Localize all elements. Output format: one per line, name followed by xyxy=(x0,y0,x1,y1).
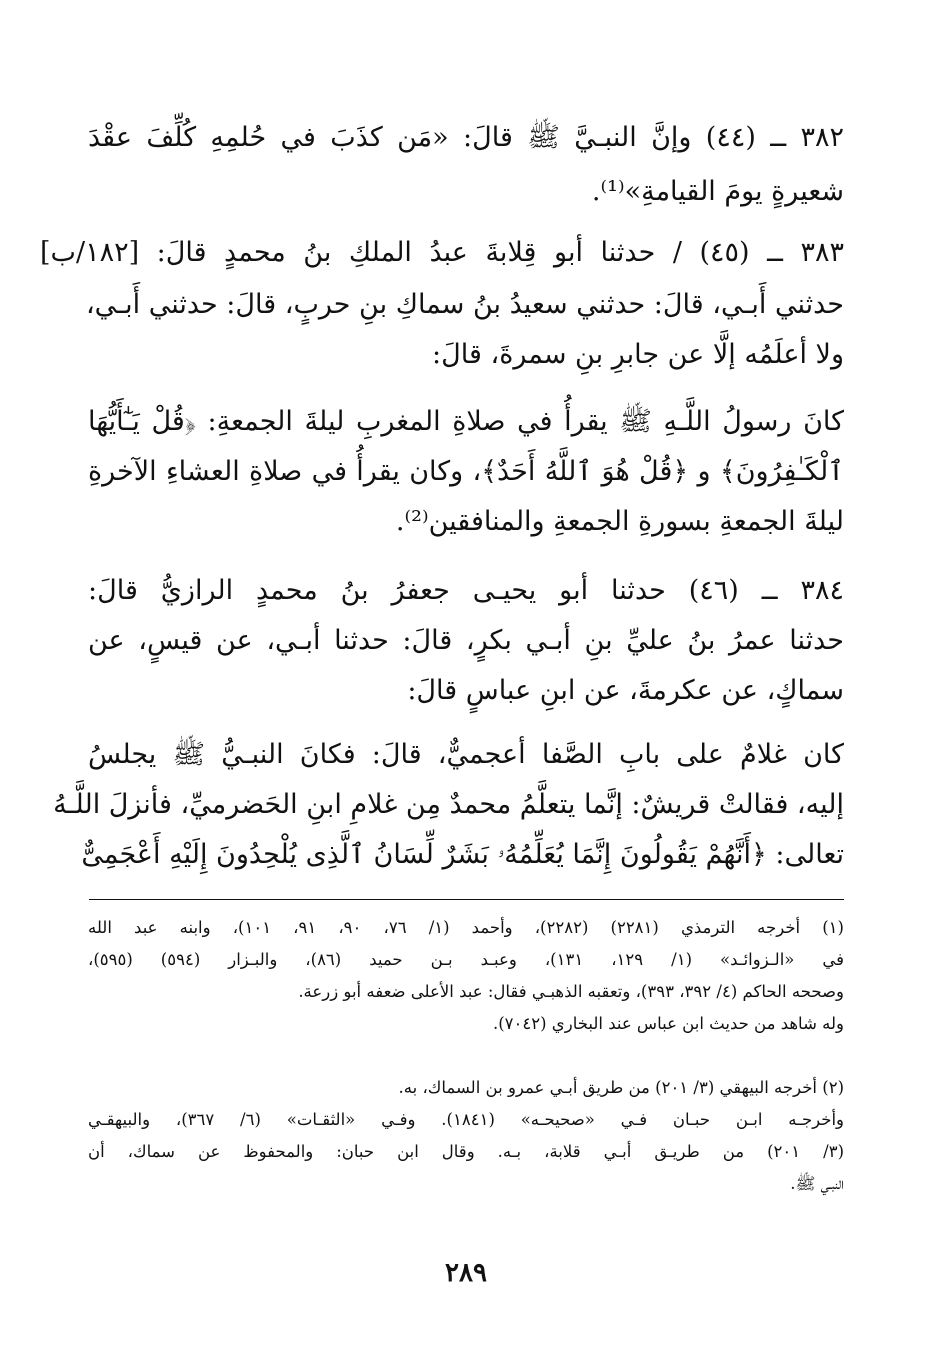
footnote-2 xyxy=(88,1072,844,1200)
footnote-1-line-1: (١) أخرجه الترمذي (٢٢٨١) (٢٢٨٢)، وأحمد (١/ ٧٦، ٩٠، ٩١، ١٠١)، وابنه عبد الله xyxy=(88,918,844,937)
hadith-384-isnad xyxy=(88,566,844,716)
page-number: ٢٨٩ xyxy=(445,1258,487,1288)
footnote-1 xyxy=(88,912,844,1040)
hadith-383-body-3: ليلةَ الجمعةِ بسورةِ الجمعةِ والمنافقين⁽²⁾. xyxy=(395,506,844,537)
hadith-384-line-2: حدثنا عمرُ بنُ عليِّ بنِ أبـي بكرٍ، قالَ: حدثنا أبـي، عن قيسٍ، عن xyxy=(88,625,844,656)
hadith-384-line-3: سماكٍ، عن عكرمةَ، عن ابنِ عباسٍ قالَ: xyxy=(407,675,844,706)
hadith-384-line-1: ٣٨٤ ــ (٤٦) حدثنا أبو يحيـى جعفرُ بنُ محمدٍ الرازيُّ قالَ: xyxy=(88,575,844,606)
hadith-384-matn xyxy=(53,730,844,880)
footnote-1-line-3: وصححه الحاكم (٤/ ٣٩٢، ٣٩٣)، وتعقبه الذهبـي فقال: عبد الأعلى ضعفه أبو زرعة. xyxy=(298,982,844,1001)
hadith-383-isnad-cont xyxy=(85,280,844,380)
footnote-1-line-4: وله شاهد من حديث ابن عباس عند البخاري (٧٠٤٢). xyxy=(492,1014,844,1033)
hadith-382-line-2: شعيرةٍ يومَ القيامةِ»⁽¹⁾. xyxy=(591,176,844,207)
hadith-383-line-2: حدثني أَبـي، قالَ: حدثني سعيدُ بنُ سماكِ بنِ حربٍ، قالَ: حدثني أَبـي، xyxy=(85,289,844,320)
hadith-382 xyxy=(88,113,844,217)
hadith-384-body-1: كان غلامٌ على بابِ الصَّفا أعجميٌّ، قالَ: فكانَ النبـيُّ ﷺ يجلسُ xyxy=(88,739,844,770)
hadith-384-body-2: إليه، فقالتْ قريشٌ: إنَّما يتعلَّمُ محمدٌ مِن غلامِ ابنِ الحَضرميِّ، فأنزلَ اللَّـهُ xyxy=(53,789,844,820)
hadith-383-body-2: ٱلْكَـٰفِرُونَ﴾ و ﴿قُلْ هُوَ ٱللَّهُ أَحَدٌ﴾، وكان يقرأُ في صلاةِ العشاءِ الآخرةِ xyxy=(88,456,844,487)
hadith-383-line-1: ٣٨٣ ــ (٤٥) / حدثنا أبو قِلابةَ عبدُ الملكِ بنُ محمدٍ قالَ: [١٨٢/ب] xyxy=(40,237,844,268)
hadith-383-matn xyxy=(88,397,844,547)
footnote-divider xyxy=(89,899,844,900)
hadith-382-line-1: ٣٨٢ ــ (٤٤) وإنَّ النبـيَّ ﷺ قالَ: «مَن كذَبَ في حُلمِهِ كُلِّفَ عقْدَ xyxy=(88,122,844,153)
footnote-2-line-1: (٢) أخرجه البيهقي (٣/ ٢٠١) من طريق أبـي عمرو بن السماك، به. xyxy=(398,1078,844,1097)
hadith-383-isnad xyxy=(40,228,844,278)
footnote-2-line-4: النبـي ﷺ. xyxy=(790,1174,844,1193)
hadith-383-body-1: كانَ رسولُ اللَّـهِ ﷺ يقرأُ في صلاةِ المغربِ ليلةَ الجمعةِ: ﴿قُلْ يَـٰٓأَيُّهَا xyxy=(88,406,844,437)
footnote-2-line-2: وأخرجـه ابـن حبـان فـي «صحيحـه» (١٨٤١). وفـي «الثقـات» (٦/ ٣٦٧)، والبيهقـي xyxy=(88,1110,845,1129)
hadith-383-line-3: ولا أعلَمُه إلَّا عن جابرِ بنِ سمرةَ، قالَ: xyxy=(432,339,844,370)
footnote-2-line-3: (٣/ ٢٠١) من طريـق أبـي قلابة، بـه. وقال ابن حبان: والمحفوظ عن سماك، أن xyxy=(88,1142,844,1161)
footnote-1-line-2: في «الـزوائـد» (١/ ١٢٩، ١٣١)، وعبـد بـن حميد (٨٦)، والبـزار (٥٩٤) (٥٩٥)، xyxy=(88,950,844,969)
hadith-384-body-3: تعالى: ﴿أَنَّهُمْ يَقُولُونَ إِنَّمَا يُعَلِّمُهُۥ بَشَرٌ لِّسَانُ ٱلَّذِى يُلْحِدُونَ إِلَيْهِ أَعْجَمِىٌّ xyxy=(81,839,844,870)
